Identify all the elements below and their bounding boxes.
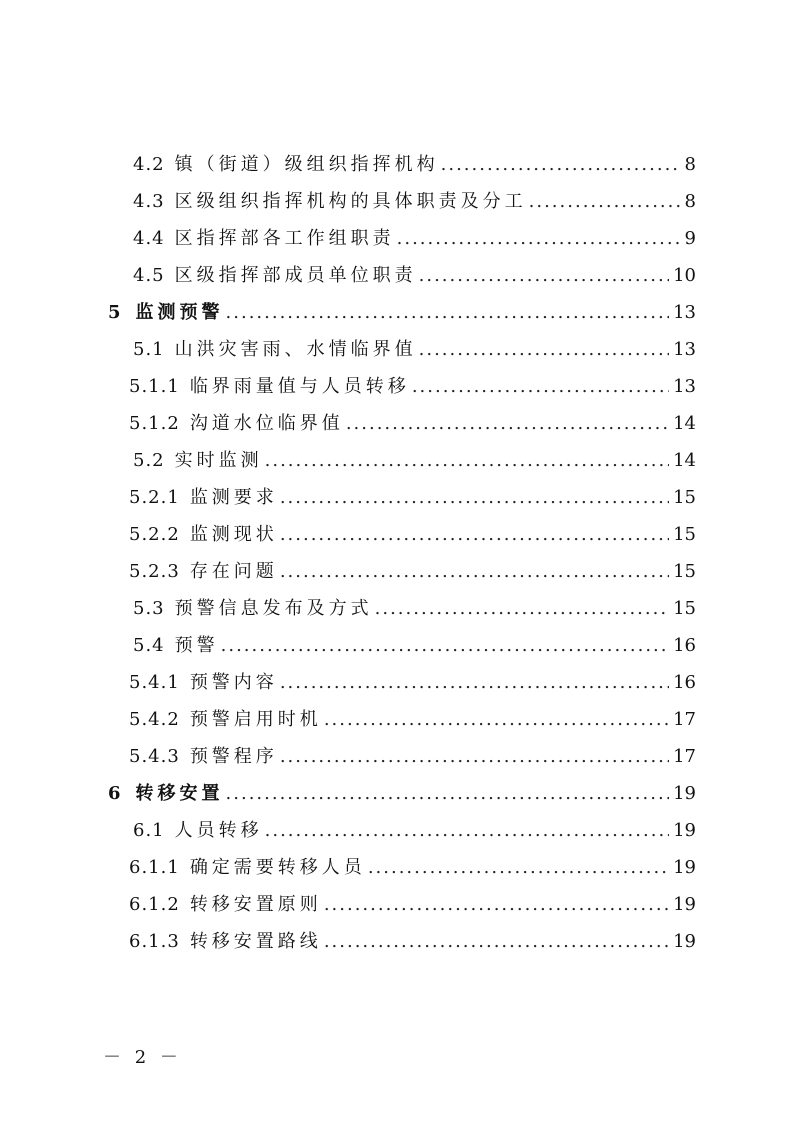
toc-entry[interactable] <box>0 923 793 960</box>
toc-entry[interactable] <box>0 738 793 775</box>
toc-entry-page: 13 <box>673 376 696 397</box>
dot-leader <box>226 775 670 812</box>
toc-chapter-entry[interactable] <box>0 775 793 812</box>
toc-entry[interactable] <box>0 701 793 738</box>
toc-entry-page: 8 <box>684 191 696 212</box>
dot-leader <box>375 590 669 627</box>
toc-entry[interactable] <box>0 183 793 220</box>
toc-entry-number: 6.1 <box>133 820 165 841</box>
toc-entry-number: 6 <box>108 783 122 804</box>
toc-entry-page: 19 <box>673 820 696 841</box>
toc-entry-title: 临界雨量值与人员转移 <box>189 376 410 397</box>
toc-entry[interactable] <box>0 886 793 923</box>
toc-entry-number: 5 <box>108 302 122 323</box>
toc-entry-number: 6.1.1 <box>129 857 180 878</box>
toc-entry-title: 确定需要转移人员 <box>189 857 366 878</box>
toc-entry-page: 16 <box>673 672 696 693</box>
toc-entry-number: 5.2.2 <box>129 524 180 545</box>
toc-entry[interactable] <box>0 627 793 664</box>
toc-entry[interactable] <box>0 664 793 701</box>
toc-entry-number: 4.2 <box>133 154 165 175</box>
toc-entry-number: 5.4 <box>133 635 165 656</box>
toc-entry-title: 预警内容 <box>189 672 278 693</box>
dot-leader <box>324 923 669 960</box>
toc-entry-number: 5.4.2 <box>129 709 180 730</box>
dot-leader <box>280 479 669 516</box>
toc-entry-title: 预警程序 <box>189 746 278 767</box>
toc-entry-title: 存在问题 <box>189 561 278 582</box>
toc-entry[interactable] <box>0 812 793 849</box>
toc-entry-number: 5.1 <box>133 339 165 360</box>
toc-entry-page: 10 <box>673 265 696 286</box>
toc-entry-title: 预警 <box>174 635 219 656</box>
toc-entry-page: 13 <box>673 339 696 360</box>
toc-entry-title: 监测要求 <box>189 487 278 508</box>
dot-leader <box>280 664 669 701</box>
toc-entry-page: 13 <box>673 302 696 323</box>
dot-leader <box>397 220 681 257</box>
toc-entry[interactable] <box>0 849 793 886</box>
toc-entry-page: 15 <box>673 561 696 582</box>
toc-entry-page: 19 <box>673 783 696 804</box>
dot-leader <box>280 553 669 590</box>
toc-entry-number: 4.4 <box>133 228 165 249</box>
toc-entry-title: 镇（街道）级组织指挥机构 <box>174 154 439 175</box>
dot-leader <box>441 146 681 183</box>
toc-entry-page: 15 <box>673 487 696 508</box>
dot-leader <box>529 183 681 220</box>
toc-entry-page: 16 <box>673 635 696 656</box>
toc-entry-title: 转移安置路线 <box>189 931 322 952</box>
toc-entry-page: 19 <box>673 894 696 915</box>
toc-entry-page: 15 <box>673 524 696 545</box>
toc-entry-title: 转移安置原则 <box>189 894 322 915</box>
page-number-footer: － 2 － <box>103 1047 182 1068</box>
dot-leader <box>419 331 669 368</box>
toc-entry-number: 5.2 <box>133 450 165 471</box>
toc-entry-number: 5.1.1 <box>129 376 180 397</box>
dot-leader <box>412 368 669 405</box>
toc-entry-title: 沟道水位临界值 <box>189 413 344 434</box>
toc-entry-page: 17 <box>673 746 696 767</box>
toc-entry-page: 15 <box>673 598 696 619</box>
toc-entry-title: 山洪灾害雨、水情临界值 <box>174 339 417 360</box>
dot-leader <box>221 627 669 664</box>
table-of-contents <box>0 146 793 960</box>
toc-entry-number: 5.2.3 <box>129 561 180 582</box>
toc-entry-title: 预警启用时机 <box>189 709 322 730</box>
dot-leader <box>226 294 670 331</box>
toc-entry[interactable] <box>0 516 793 553</box>
toc-entry-page: 19 <box>673 931 696 952</box>
toc-entry-title: 监测现状 <box>189 524 278 545</box>
toc-entry[interactable] <box>0 405 793 442</box>
toc-entry-title: 人员转移 <box>174 820 263 841</box>
toc-entry-number: 5.2.1 <box>129 487 180 508</box>
toc-entry-number: 4.5 <box>133 265 165 286</box>
dot-leader <box>324 701 669 738</box>
toc-entry-page: 19 <box>673 857 696 878</box>
toc-entry-number: 4.3 <box>133 191 165 212</box>
toc-entry-number: 6.1.2 <box>129 894 180 915</box>
toc-entry[interactable] <box>0 220 793 257</box>
toc-entry[interactable] <box>0 442 793 479</box>
toc-entry-title: 区级指挥部成员单位职责 <box>174 265 417 286</box>
toc-entry-title: 区级组织指挥机构的具体职责及分工 <box>174 191 527 212</box>
toc-entry[interactable] <box>0 479 793 516</box>
toc-entry-title: 监测预警 <box>135 302 224 323</box>
dot-leader <box>265 442 669 479</box>
toc-entry[interactable] <box>0 368 793 405</box>
toc-entry-page: 9 <box>684 228 696 249</box>
toc-entry-page: 8 <box>684 154 696 175</box>
toc-entry-number: 5.3 <box>133 598 165 619</box>
toc-entry[interactable] <box>0 590 793 627</box>
toc-entry-title: 转移安置 <box>135 783 224 804</box>
dot-leader <box>265 812 669 849</box>
dot-leader <box>346 405 669 442</box>
toc-entry-title: 预警信息发布及方式 <box>174 598 373 619</box>
toc-entry-page: 14 <box>673 450 696 471</box>
toc-chapter-entry[interactable] <box>0 294 793 331</box>
toc-entry-page: 17 <box>673 709 696 730</box>
toc-entry-number: 5.1.2 <box>129 413 180 434</box>
toc-entry-number: 6.1.3 <box>129 931 180 952</box>
toc-entry-number: 5.4.1 <box>129 672 180 693</box>
toc-entry[interactable] <box>0 331 793 368</box>
dot-leader <box>419 257 669 294</box>
dot-leader <box>280 738 669 775</box>
toc-entry-number: 5.4.3 <box>129 746 180 767</box>
dot-leader <box>324 886 669 923</box>
dot-leader <box>280 516 669 553</box>
toc-entry[interactable] <box>0 553 793 590</box>
toc-entry[interactable] <box>0 257 793 294</box>
dot-leader <box>368 849 669 886</box>
toc-entry-title: 实时监测 <box>174 450 263 471</box>
toc-entry-page: 14 <box>673 413 696 434</box>
toc-entry[interactable] <box>0 146 793 183</box>
toc-entry-title: 区指挥部各工作组职责 <box>174 228 395 249</box>
